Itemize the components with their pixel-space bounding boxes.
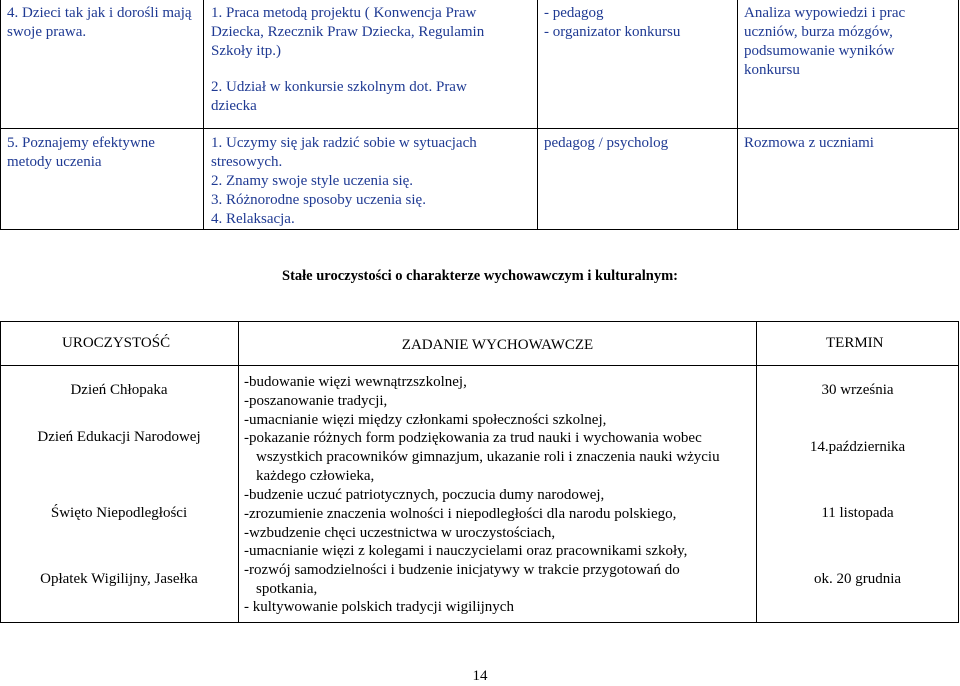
row5-activity-2: 2. Znamy swoje style uczenia się. xyxy=(211,173,414,189)
task-line: -rozwój samodzielności i budzenie inicjatywy w trakcie przygotowań do xyxy=(244,562,680,578)
ceremony-date: 30 września xyxy=(821,382,894,398)
top-table-row-divider xyxy=(0,128,959,129)
row4-activity-2: 2. Udział w konkursie szkolnym dot. Praw dziecka xyxy=(211,79,467,114)
ceremonies-table-divider-1 xyxy=(238,321,239,623)
task-line: -budowanie więzi wewnątrzszkolnej, xyxy=(244,374,467,390)
task-line: -umacnianie więzi między członkami społeczności szkolnej, xyxy=(244,412,607,428)
ceremony-date: 14.października xyxy=(809,439,906,455)
task-line: każdego człowieka, xyxy=(256,468,375,484)
ceremony-name: Dzień Chłopaka xyxy=(70,382,168,398)
top-table-divider-3 xyxy=(737,0,738,230)
ceremonies-table-header-divider xyxy=(0,365,959,366)
ceremonies-table-border-bottom xyxy=(0,622,959,623)
ceremony-name: Święto Niepodległości xyxy=(50,505,188,521)
header-task: ZADANIE WYCHOWAWCZE xyxy=(401,337,594,353)
header-ceremony: UROCZYSTOŚĆ xyxy=(62,335,171,351)
row5-evaluation: Rozmowa z uczniami xyxy=(744,135,874,151)
row5-topic: 5. Poznajemy efektywne metody uczenia xyxy=(7,135,155,170)
task-line: -umacnianie więzi z kolegami i nauczycielami oraz pracownikami szkoły, xyxy=(244,543,688,559)
row4-topic: 4. Dzieci tak jak i dorośli mają swoje prawa. xyxy=(7,5,192,40)
row4-responsible-2: - organizator konkursu xyxy=(544,24,681,40)
task-line: -pokazanie różnych form podziękowania za trud nauki i wychowania wobec xyxy=(244,430,702,446)
ceremony-name: Dzień Edukacji Narodowej xyxy=(37,429,201,445)
top-table-divider-2 xyxy=(537,0,538,230)
task-line: wszystkich pracowników gimnazjum, ukazanie roli i znaczenia nauki wżyciu xyxy=(256,449,720,465)
page-number: 14 xyxy=(472,668,488,684)
top-table-border-bottom xyxy=(0,229,959,230)
ceremonies-table-border-top xyxy=(0,321,959,322)
task-line: - kultywowanie polskich tradycji wigilijnych xyxy=(244,599,514,615)
row5-activity-4: 4. Relaksacja. xyxy=(211,211,295,227)
top-table-border-left xyxy=(0,0,1,230)
task-line: -zrozumienie znaczenia wolności i niepodległości dla narodu polskiego, xyxy=(244,506,677,522)
ceremony-name: Opłatek Wigilijny, Jasełka xyxy=(40,571,198,587)
section-title: Stałe uroczystości o charakterze wychowawczym i kulturalnym: xyxy=(282,268,678,284)
top-table-divider-1 xyxy=(203,0,204,230)
ceremonies-table-border-right xyxy=(958,321,959,623)
row4-activity-1: 1. Praca metodą projektu ( Konwencja Praw Dziecka, Rzecznik Praw Dziecka, Regulamin Szkoły itp.) xyxy=(211,5,485,59)
ceremony-date: 11 listopada xyxy=(821,505,894,521)
task-line: -wzbudzenie chęci uczestnictwa w uroczystościach, xyxy=(244,525,556,541)
top-table-border-right xyxy=(958,0,959,230)
row5-responsible: pedagog / psycholog xyxy=(544,135,669,151)
header-date: TERMIN xyxy=(826,335,884,351)
row5-activity-1: 1. Uczymy się jak radzić sobie w sytuacjach stresowych. xyxy=(211,135,477,170)
ceremony-date: ok. 20 grudnia xyxy=(813,571,902,587)
task-line: spotkania, xyxy=(256,581,318,597)
task-line: -poszanowanie tradycji, xyxy=(244,393,388,409)
row4-evaluation: Analiza wypowiedzi i prac uczniów, burza mózgów, podsumowanie wyników konkursu xyxy=(744,5,906,78)
task-line: -budzenie uczuć patriotycznych, poczucia dumy narodowej, xyxy=(244,487,605,503)
row4-responsible-1: - pedagog xyxy=(544,5,604,21)
row5-activity-3: 3. Różnorodne sposoby uczenia się. xyxy=(211,192,426,208)
